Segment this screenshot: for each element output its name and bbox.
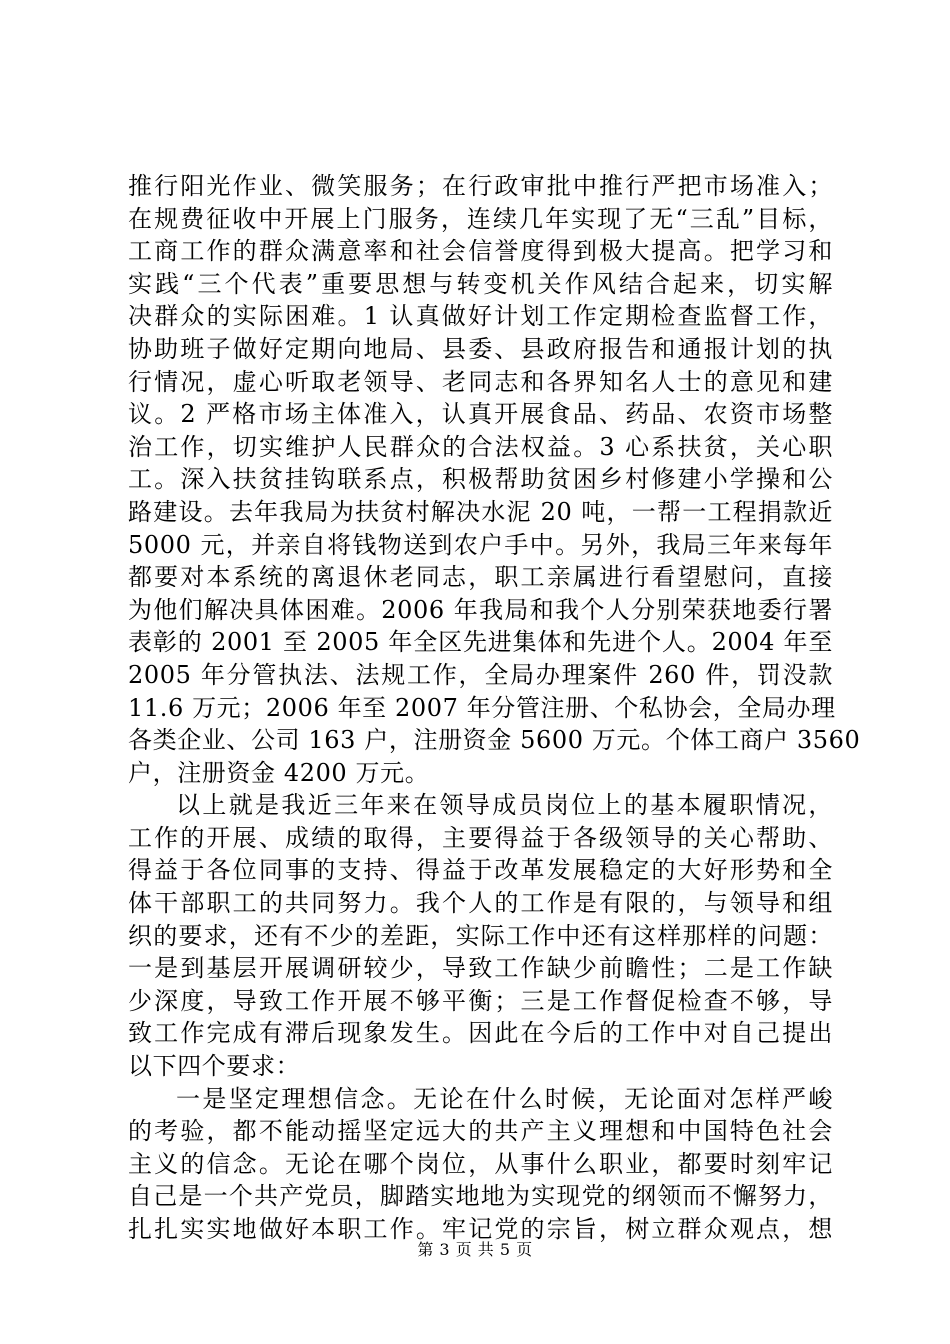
text-line: 自己是一个共产党员，脚踏实地地为实现党的纲领而不懈努力， bbox=[128, 1182, 833, 1211]
body-text bbox=[128, 170, 861, 1246]
text-line: 一是坚定理想信念。无论在什么时候，无论面对怎样严峻 bbox=[176, 1084, 833, 1113]
text-line: 行情况，虚心听取老领导、老同志和各界知名人士的意见和建 bbox=[128, 367, 833, 396]
text-line: 治工作，切实维护人民群众的合法权益。3 心系扶贫，关心职 bbox=[128, 432, 833, 461]
text-line: 扎扎实实地做好本职工作。牢记党的宗旨，树立群众观点，想 bbox=[128, 1215, 833, 1243]
text-line: 在规费征收中开展上门服务，连续几年实现了无“三乱”目标， bbox=[128, 204, 833, 233]
text-line: 各类企业、公司 163 户，注册资金 5600 万元。个体工商户 3560 bbox=[128, 726, 861, 755]
text-line: 工。深入扶贫挂钩联系点，积极帮助贫困乡村修建小学操和公 bbox=[128, 465, 833, 494]
text-line: 议。2 严格市场主体准入，认真开展食品、药品、农资市场整 bbox=[128, 400, 833, 429]
text-line: 致工作完成有滞后现象发生。因此在今后的工作中对自己提出 bbox=[128, 1019, 833, 1048]
text-line: 都要对本系统的离退休老同志，职工亲属进行看望慰问，直接 bbox=[128, 563, 833, 592]
text-line: 织的要求，还有不少的差距，实际工作中还有这样那样的问题： bbox=[128, 921, 833, 950]
text-line: 体干部职工的共同努力。我个人的工作是有限的，与领导和组 bbox=[128, 889, 833, 918]
text-line: 决群众的实际困难。1 认真做好计划工作定期检查监督工作， bbox=[128, 302, 833, 331]
text-line: 推行阳光作业、微笑服务；在行政审批中推行严把市场准入； bbox=[128, 172, 833, 200]
text-line: 工商工作的群众满意率和社会信誉度得到极大提高。把学习和 bbox=[128, 237, 833, 266]
text-line: 实践“三个代表”重要思想与转变机关作风结合起来，切实解 bbox=[128, 269, 833, 298]
text-line: 以下四个要求： bbox=[128, 1052, 301, 1081]
text-line: 一是到基层开展调研较少，导致工作缺少前瞻性；二是工作缺 bbox=[128, 954, 833, 983]
page-footer: 第 3 页 共 5 页 bbox=[417, 1240, 533, 1259]
text-line: 的考验，都不能动摇坚定远大的共产主义理想和中国特色社会 bbox=[128, 1117, 833, 1146]
text-line: 以上就是我近三年来在领导成员岗位上的基本履职情况， bbox=[176, 791, 833, 820]
text-line: 少深度，导致工作开展不够平衡；三是工作督促检查不够，导 bbox=[128, 986, 833, 1015]
text-line: 路建设。去年我局为扶贫村解决水泥 20 吨，一帮一工程捐款近 bbox=[128, 497, 833, 526]
text-line: 为他们解决具体困难。2006 年我局和我个人分别荣获地委行署 bbox=[128, 595, 833, 624]
text-line: 协助班子做好定期向地局、县委、县政府报告和通报计划的执 bbox=[128, 334, 833, 363]
text-line: 主义的信念。无论在哪个岗位，从事什么职业，都要时刻牢记 bbox=[128, 1149, 833, 1178]
text-line: 5000 元，并亲自将钱物送到农户手中。另外，我局三年来每年 bbox=[128, 530, 833, 559]
text-line: 得益于各位同事的支持、得益于改革发展稳定的大好形势和全 bbox=[128, 856, 833, 885]
text-line: 表彰的 2001 至 2005 年全区先进集体和先进个人。2004 年至 bbox=[128, 628, 833, 657]
text-line: 11.6 万元；2006 年至 2007 年分管注册、个私协会，全局办理 bbox=[128, 693, 836, 722]
text-line: 户，注册资金 4200 万元。 bbox=[128, 758, 430, 787]
text-line: 2005 年分管执法、法规工作，全局办理案件 260 件，罚没款 bbox=[128, 660, 833, 689]
text-line: 工作的开展、成绩的取得，主要得益于各级领导的关心帮助、 bbox=[128, 823, 833, 852]
